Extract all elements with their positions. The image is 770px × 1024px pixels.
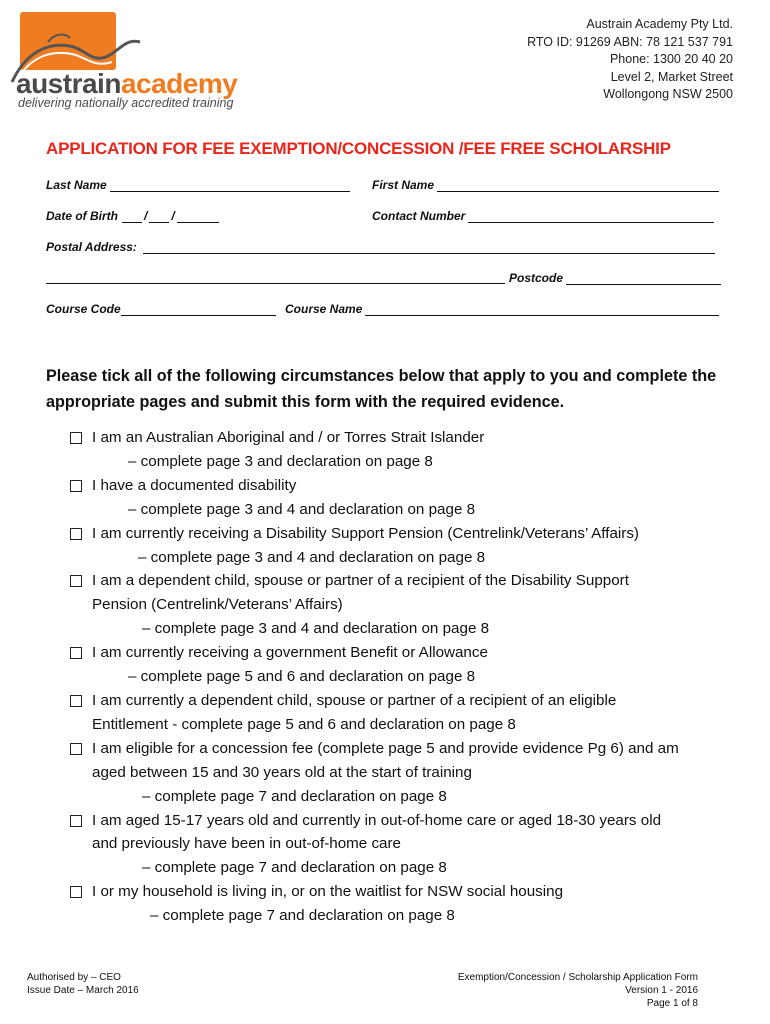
item-text: I or my household is living in, or on the waitlist for NSW social housing bbox=[92, 883, 564, 901]
address-line: RTO ID: 91269 ABN: 78 121 537 791 bbox=[527, 34, 733, 49]
checkbox[interactable] bbox=[70, 528, 82, 540]
checkbox[interactable] bbox=[70, 575, 82, 587]
course-code-field[interactable] bbox=[46, 302, 276, 316]
item-text: I am eligible for a concession fee (complete page 5 and provide evidence Pg 6) and am bbox=[92, 739, 679, 757]
item-instruction: – complete page 3 and 4 and declaration on page 8 bbox=[128, 500, 476, 518]
item-instruction: – complete page 7 and declaration on page 8 bbox=[150, 907, 455, 925]
checklist-item bbox=[70, 809, 740, 881]
first-name-label: First Name bbox=[372, 178, 435, 192]
first-name-line[interactable] bbox=[437, 179, 719, 192]
footer-form-name: Exemption/Concession / Scholarship Application Form bbox=[457, 972, 698, 983]
date-of-birth-field[interactable] bbox=[46, 209, 219, 223]
instructions-heading: Please tick all of the following circumstances below that apply to you and complete the appropriate pages and submit this form with the required evidence. bbox=[46, 367, 717, 411]
item-instruction: – complete page 3 and 4 and declaration on page 8 bbox=[142, 620, 490, 638]
item-text: I am currently receiving a Disability Support Pension (Centrelink/Veterans’ Affairs) bbox=[92, 524, 639, 542]
footer-page-number: Page 1 of 8 bbox=[646, 998, 698, 1009]
address-line: Austrain Academy Pty Ltd. bbox=[586, 17, 733, 31]
checkbox[interactable] bbox=[70, 432, 82, 444]
checkbox[interactable] bbox=[70, 886, 82, 898]
last-name-label: Last Name bbox=[46, 178, 107, 192]
checklist-item bbox=[70, 426, 740, 474]
item-instruction: – complete page 3 and 4 and declaration on page 8 bbox=[138, 548, 486, 566]
logo-word-secondary: academy bbox=[120, 68, 238, 99]
item-text: Pension (Centrelink/Veterans’ Affairs) bbox=[92, 596, 343, 614]
course-code-label: Course Code bbox=[46, 302, 121, 316]
item-text: aged between 15 and 30 years old at the start of training bbox=[92, 763, 472, 781]
address-line: Phone: 1300 20 40 20 bbox=[609, 52, 733, 66]
item-instruction: – complete page 3 and declaration on page 8 bbox=[128, 452, 433, 470]
checklist-item bbox=[70, 474, 740, 522]
contact-line[interactable] bbox=[468, 210, 714, 223]
item-instruction: – complete page 5 and 6 and declaration on page 8 bbox=[128, 668, 476, 686]
address-line: Level 2, Market Street bbox=[610, 69, 733, 84]
dob-year-line[interactable] bbox=[177, 210, 219, 223]
checklist-item bbox=[70, 737, 740, 809]
checklist-item bbox=[70, 689, 740, 737]
item-instruction: – complete page 7 and declaration on page 8 bbox=[142, 859, 447, 877]
dob-day-line[interactable] bbox=[122, 210, 142, 223]
footer-authorised: Authorised by – CEO bbox=[27, 972, 121, 983]
checkbox[interactable] bbox=[70, 647, 82, 659]
circumstances-checklist bbox=[70, 426, 740, 928]
postcode-field[interactable] bbox=[509, 271, 721, 285]
checkbox[interactable] bbox=[70, 695, 82, 707]
address-line: Wollongong NSW 2500 bbox=[603, 87, 733, 101]
item-text: I am currently a dependent child, spouse or partner of a recipient of an eligible bbox=[92, 691, 617, 709]
item-instruction: – complete page 7 and declaration on page 8 bbox=[142, 787, 447, 805]
dob-separator: / bbox=[171, 209, 175, 223]
item-text: I am currently receiving a government Benefit or Allowance bbox=[92, 644, 488, 662]
postal-line-1[interactable] bbox=[143, 241, 715, 254]
checklist-item bbox=[70, 880, 740, 928]
last-name-field[interactable] bbox=[46, 178, 350, 192]
postal-line-2[interactable] bbox=[46, 271, 505, 284]
checkbox[interactable] bbox=[70, 743, 82, 755]
last-name-line[interactable] bbox=[110, 179, 350, 192]
postal-label: Postal Address: bbox=[46, 240, 137, 254]
checklist-item bbox=[70, 641, 740, 689]
item-text: I am a dependent child, spouse or partner of a recipient of the Disability Support bbox=[92, 572, 629, 590]
checkbox[interactable] bbox=[70, 480, 82, 492]
course-code-line[interactable] bbox=[121, 303, 276, 316]
company-logo bbox=[8, 12, 238, 112]
course-name-label: Course Name bbox=[285, 302, 363, 316]
checklist-item bbox=[70, 522, 740, 570]
form-title: APPLICATION FOR FEE EXEMPTION/CONCESSION /FEE FREE SCHOLARSHIP bbox=[46, 139, 671, 158]
item-text: I have a documented disability bbox=[92, 476, 297, 494]
contact-label: Contact Number bbox=[372, 209, 466, 223]
dob-label: Date of Birth bbox=[46, 209, 118, 223]
course-name-field[interactable] bbox=[285, 302, 719, 316]
logo-wordmark: austrainacademy bbox=[16, 68, 238, 99]
postal-address-line-2[interactable] bbox=[46, 271, 505, 284]
footer-issue-date: Issue Date – March 2016 bbox=[27, 985, 139, 996]
footer-left bbox=[27, 971, 139, 997]
postal-address-field[interactable] bbox=[46, 240, 715, 254]
course-name-line[interactable] bbox=[365, 303, 719, 316]
postcode-label: Postcode bbox=[509, 271, 564, 285]
footer-right bbox=[458, 971, 698, 1010]
dob-separator: / bbox=[144, 209, 148, 223]
dob-month-line[interactable] bbox=[149, 210, 169, 223]
checklist-item bbox=[70, 569, 740, 641]
postcode-line[interactable] bbox=[566, 272, 721, 285]
item-text: and previously have been in out-of-home care bbox=[92, 835, 402, 853]
item-text: I am aged 15-17 years old and currently in out-of-home care or aged 18-30 years old bbox=[92, 811, 662, 829]
item-text: I am an Australian Aboriginal and / or Torres Strait Islander bbox=[92, 429, 485, 446]
footer-version: Version 1 - 2016 bbox=[625, 985, 698, 996]
first-name-field[interactable] bbox=[372, 178, 719, 192]
checkbox[interactable] bbox=[70, 815, 82, 827]
contact-number-field[interactable] bbox=[372, 209, 714, 223]
item-text: Entitlement - complete page 5 and 6 and declaration on page 8 bbox=[92, 715, 516, 733]
company-address bbox=[527, 16, 733, 104]
logo-tagline: delivering nationally accredited training bbox=[18, 96, 234, 110]
